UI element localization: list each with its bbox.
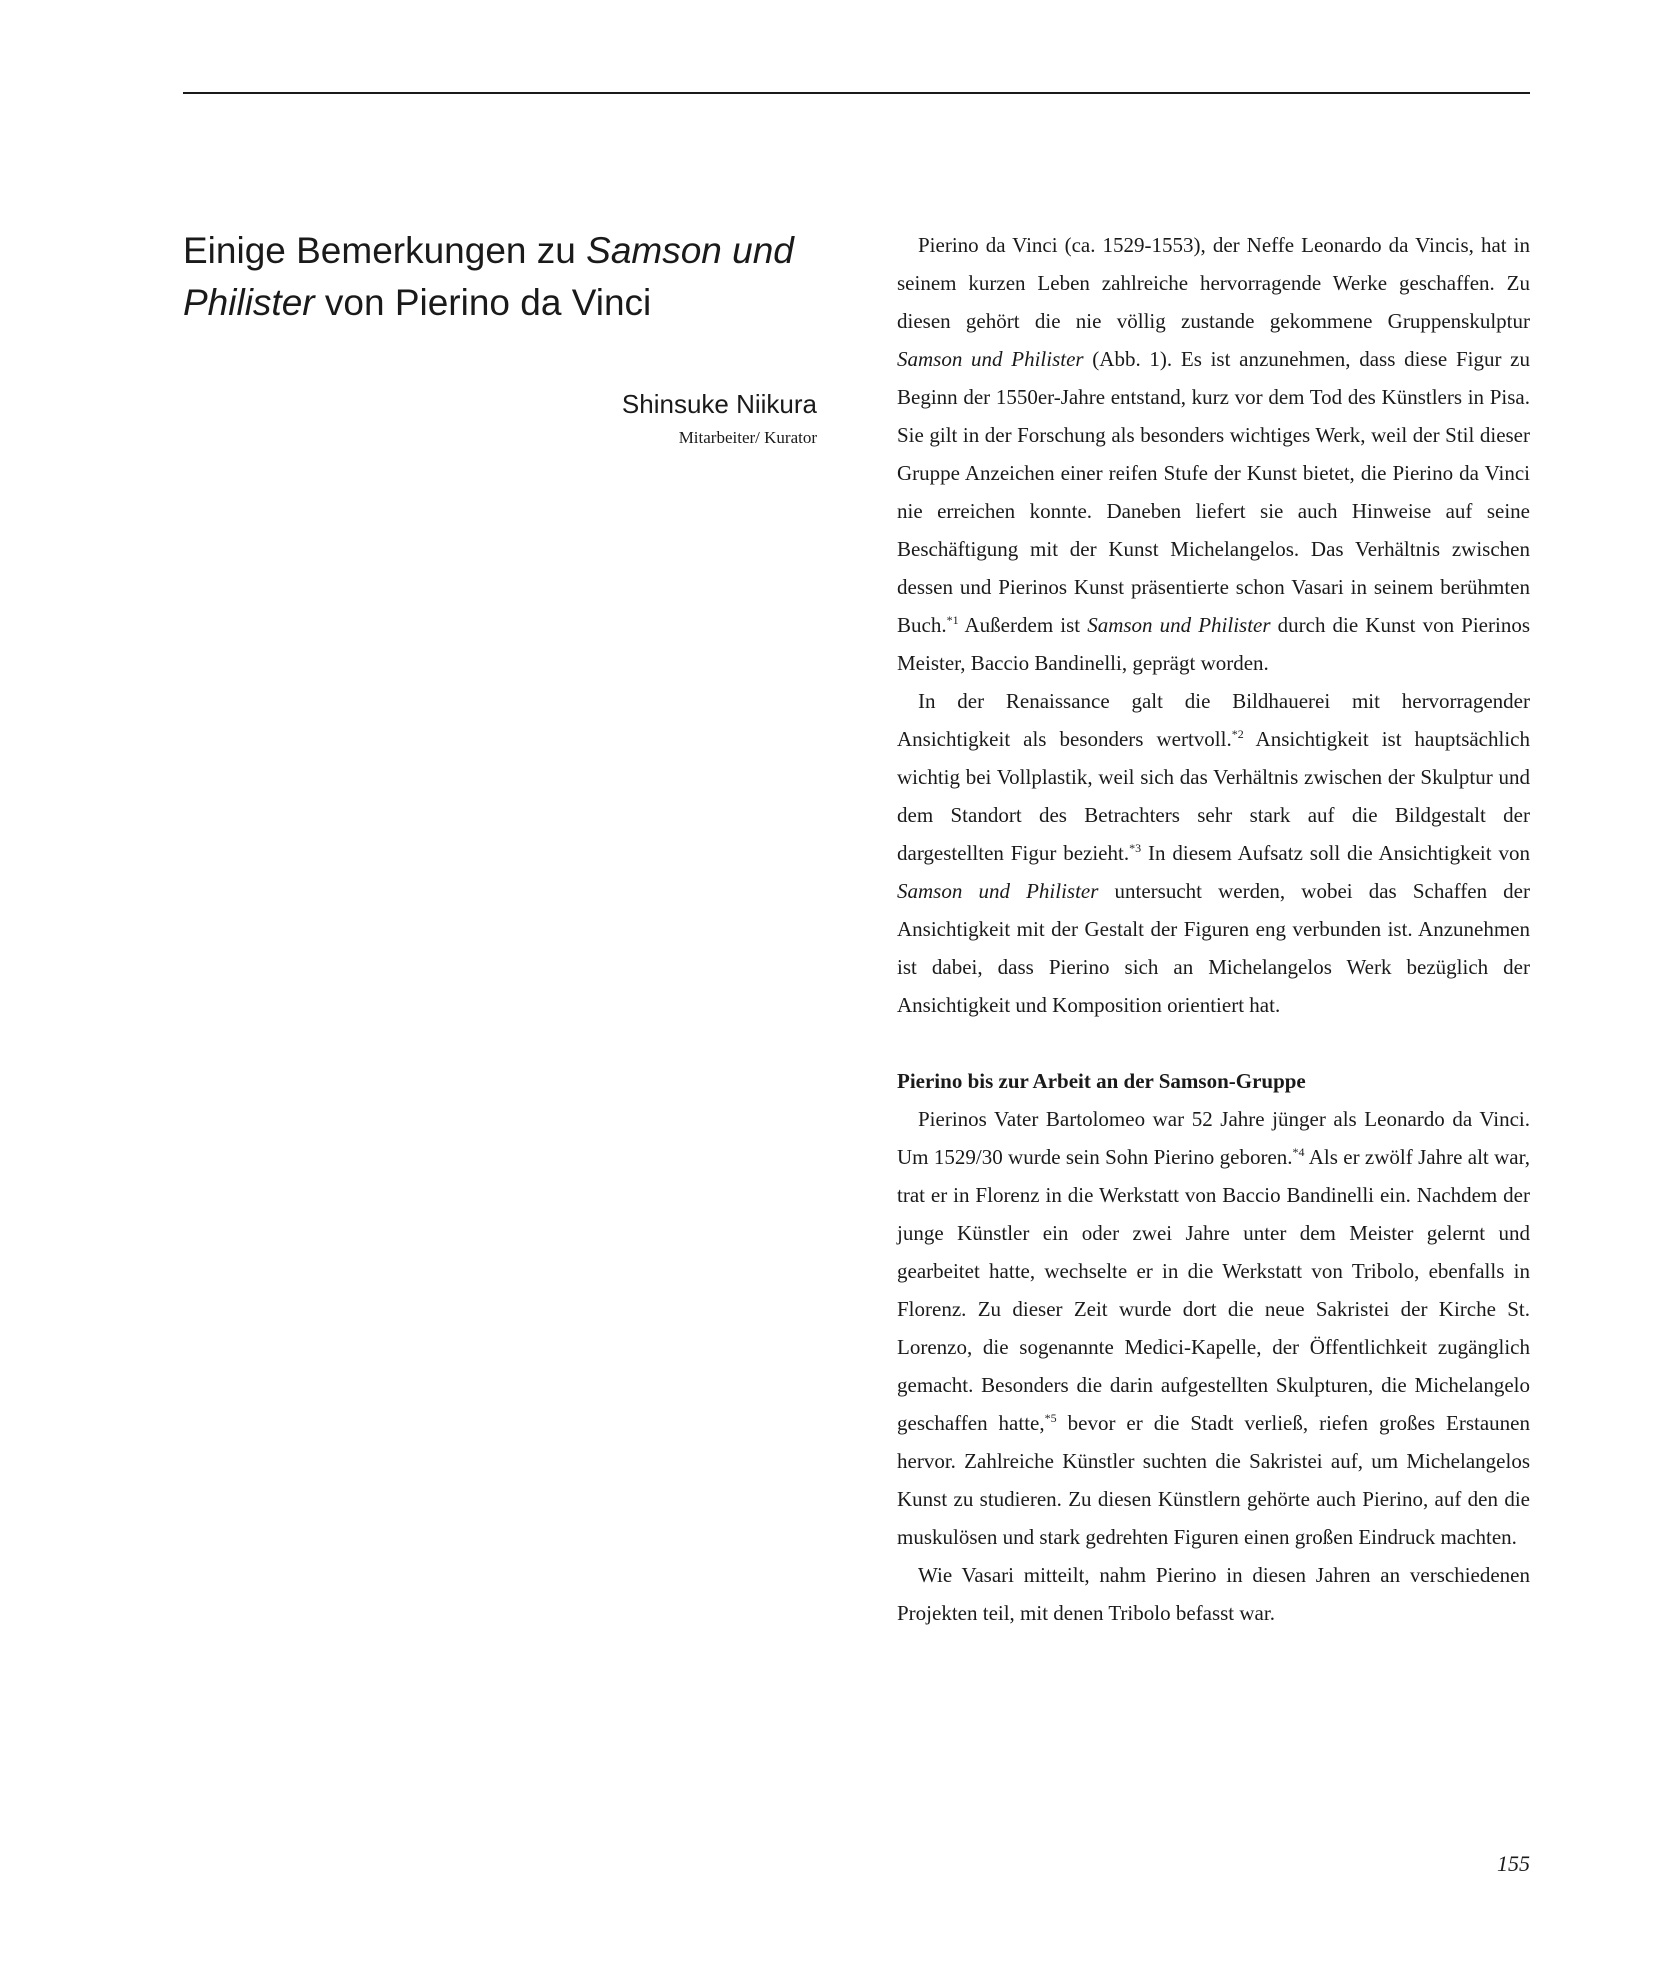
italic-work-title: Samson und Philister (1087, 613, 1271, 637)
paragraph-1 (897, 226, 1530, 682)
text-run: bevor er die Stadt verließ, riefen großes Erstaunen hervor. Zahlreiche Künstler suchten die Sakristei auf, um Michelangelos Kunst zu studieren. Zu diesen Künstlern gehörte auch Pierino, auf den die muskulösen und stark gedrehten Figuren einen großen Eindruck machten. (897, 1411, 1530, 1549)
footnote-marker: *2 (1231, 727, 1244, 741)
text-run: Als er zwölf Jahre alt war, trat er in Florenz in die Werkstatt von Baccio Bandinelli ein. Nachdem der junge Künstler ein oder zwei Jahre unter dem Meister gelernt und gearbeitet hatte, wechselte er in die Werkstatt von Tribolo, ebenfalls in Florenz. Zu dieser Zeit wurde dort die neue Sakristei der Kirche St. Lorenzo, die sogenannte Medici-Kapelle, der Öffentlichkeit zugänglich gemacht. Besonders die darin aufgestellten Skulpturen, die Michelangelo geschaffen hatte, (897, 1145, 1531, 1435)
footnote-marker: *4 (1292, 1145, 1305, 1159)
text-run: untersucht werden, wobei das Schaffen der Ansichtigkeit mit der Gestalt der Figuren eng verbunden ist. Anzunehmen ist dabei, dass Pierino sich an Michelangelos Werk bezüglich der Ansichtigkeit und Komposition orientiert hat. (897, 879, 1531, 1017)
paragraph-2 (897, 682, 1530, 1024)
text-run: Pierinos Vater Bartolomeo war 52 Jahre jünger als Leonardo da Vinci. Um 1529/30 wurde sein Sohn Pierino geboren. (897, 1107, 1530, 1169)
body-text (897, 226, 1530, 1632)
paragraph-3 (897, 1100, 1530, 1556)
text-run: (Abb. 1). Es ist anzunehmen, dass diese Figur zu Beginn der 1550er-Jahre entstand, kurz vor dem Tod des Künstlers in Pisa. Sie gilt in der Forschung als besonders wichtiges Werk, weil der Stil dieser Gruppe Anzeichen einer reifen Stufe der Kunst bietet, die Pierino da Vinci nie erreichen konnte. Daneben liefert sie auch Hinweise auf seine Beschäftigung mit der Kunst Michelangelos. Das Verhältnis zwischen dessen und Pierinos Kunst präsentierte schon Vasari in seinem berühmten Buch. (897, 347, 1530, 637)
text-run: Pierino da Vinci (ca. 1529-1553), der Neffe Leonardo da Vincis, hat in seinem kurzen Leben zahlreiche hervorragende Werke geschaffen. Zu diesen gehört die nie völlig zustande gekommene Gruppenskulptur (897, 233, 1530, 333)
paragraph-4 (897, 1556, 1530, 1632)
text-run: Außerdem ist (958, 613, 1088, 637)
author-name: Shinsuke Niikura (621, 389, 817, 419)
text-run: In diesem Aufsatz soll die Ansichtigkeit von (1141, 841, 1530, 865)
text-run: Wie Vasari mitteilt, nahm Pierino in diesen Jahren an verschiedenen Projekten teil, mit denen Tribolo befasst war. (897, 1563, 1530, 1625)
article-title (183, 225, 817, 329)
title-block (183, 225, 817, 451)
title-italic: Samson und Philister (183, 230, 794, 323)
section-heading: Pierino bis zur Arbeit an der Samson-Gruppe (897, 1069, 1306, 1093)
top-rule (183, 92, 1530, 94)
italic-work-title: Samson und Philister (897, 347, 1084, 371)
italic-work-title: Samson und Philister (897, 879, 1099, 903)
text-run: Ansichtigkeit ist hauptsächlich wichtig bei Vollplastik, weil sich das Verhältnis zwischen der Skulptur und dem Standort des Betrachters sehr stark auf die Bildgestalt der dargestellten Figur bezieht. (897, 727, 1530, 865)
text-run: durch die Kunst von Pierinos Meister, Baccio Bandinelli, geprägt worden. (897, 613, 1530, 675)
title-part2: von Pierino da Vinci (314, 282, 652, 323)
footnote-marker: *5 (1044, 1411, 1057, 1425)
text-run: In der Renaissance galt die Bildhauerei mit hervorragender Ansichtigkeit als besonders wertvoll. (897, 689, 1530, 751)
author-role: Mitarbeiter/ Kurator (678, 428, 817, 447)
footnote-marker: *3 (1129, 841, 1142, 855)
page-number: 155 (1497, 1851, 1530, 1876)
author-block (183, 387, 817, 451)
title-part1: Einige Bemerkungen zu (183, 230, 587, 271)
footnote-marker: *1 (946, 613, 959, 627)
